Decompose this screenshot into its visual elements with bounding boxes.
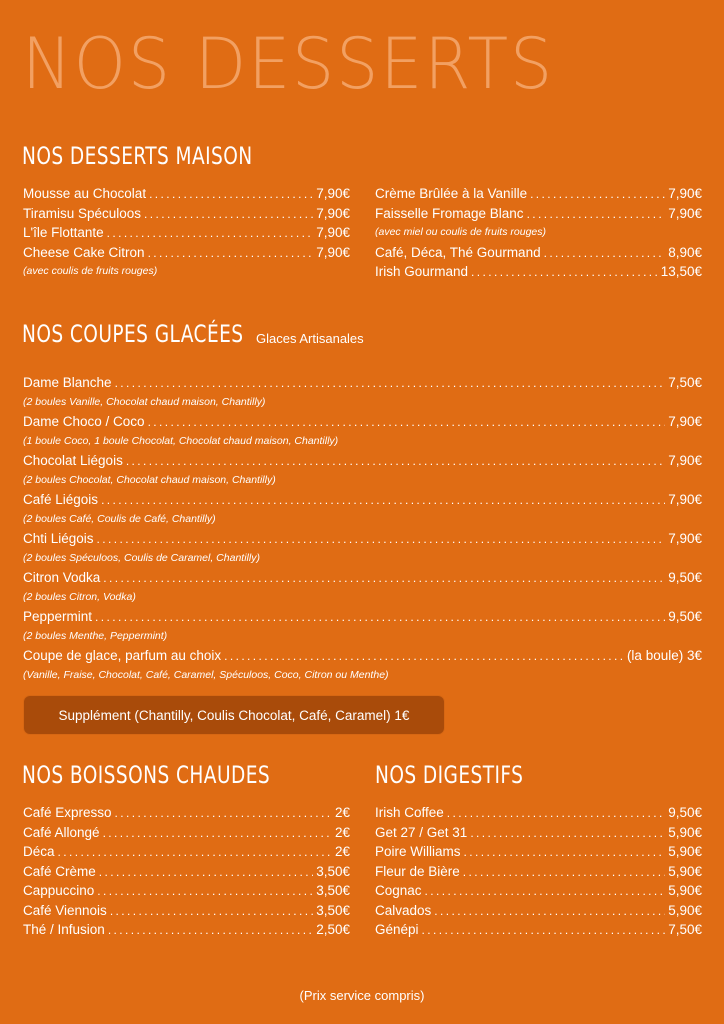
item-price: 9,50€ — [668, 609, 702, 624]
menu-item — [375, 862, 702, 883]
dot-leader — [422, 921, 666, 941]
section-title-digestifs: NOS DIGESTIFS — [375, 761, 524, 789]
item-note: (Vanille, Fraise, Chocolat, Café, Caramel, Spéculoos, Coco, Citron ou Menthe) — [23, 669, 389, 681]
dot-leader — [103, 824, 332, 844]
menu-item — [23, 529, 702, 550]
item-note: (avec miel ou coulis de fruits rouges) — [375, 226, 546, 238]
dot-leader — [530, 185, 665, 205]
item-name: L'île Flottante — [23, 225, 104, 240]
item-note: (avec coulis de fruits rouges) — [23, 265, 158, 277]
menu-item — [23, 223, 350, 244]
menu-item — [23, 881, 350, 902]
item-name: Déca — [23, 844, 55, 859]
dot-leader — [149, 185, 313, 205]
item-name: Dame Choco / Coco — [23, 414, 145, 429]
menu-item — [375, 920, 702, 941]
item-price: 7,90€ — [316, 186, 350, 201]
item-name: Cognac — [375, 883, 422, 898]
menu-item — [23, 243, 350, 264]
dot-leader — [126, 452, 665, 472]
menu-item — [23, 490, 702, 511]
menu-item — [23, 568, 702, 589]
item-name: Café, Déca, Thé Gourmand — [375, 245, 541, 260]
item-name: Mousse au Chocolat — [23, 186, 147, 201]
menu-item — [23, 646, 702, 667]
footer-note: (Prix service compris) — [299, 988, 425, 1003]
dot-leader — [110, 902, 313, 922]
section-title-desserts-maison: NOS DESSERTS MAISON — [22, 142, 253, 170]
dot-leader — [544, 244, 666, 264]
item-name: Café Crème — [23, 864, 96, 879]
item-name: Calvados — [375, 903, 432, 918]
item-price: 7,90€ — [668, 206, 702, 221]
item-note: (2 boules Menthe, Peppermint) — [23, 630, 168, 642]
dot-leader — [97, 530, 666, 550]
item-price: 5,90€ — [668, 844, 702, 859]
dot-leader — [224, 647, 624, 667]
menu-item — [23, 184, 350, 205]
menu-item — [375, 803, 702, 824]
dot-leader — [107, 224, 314, 244]
section-title-coupes-glacees: NOS COUPES GLACÉES — [22, 320, 244, 348]
dot-leader — [470, 824, 665, 844]
menu-item — [23, 412, 702, 433]
item-name: Coupe de glace, parfum au choix — [23, 648, 222, 663]
item-name: Crème Brûlée à la Vanille — [375, 186, 528, 201]
dot-leader — [148, 244, 314, 264]
menu-item — [375, 881, 702, 902]
dot-leader — [97, 882, 313, 902]
menu-item — [375, 184, 702, 205]
item-price: 2,50€ — [316, 922, 350, 937]
item-name: Irish Gourmand — [375, 264, 469, 279]
item-note: (2 boules Chocolat, Chocolat chaud maison, Chantilly) — [23, 474, 276, 486]
item-price: 7,90€ — [668, 186, 702, 201]
menu-item — [375, 901, 702, 922]
item-name: Irish Coffee — [375, 805, 444, 820]
item-price: 2€ — [334, 844, 350, 859]
section-subtitle: Glaces Artisanales — [256, 331, 364, 346]
item-name: Dame Blanche — [23, 375, 112, 390]
item-name: Chocolat Liégois — [23, 453, 123, 468]
item-note: (1 boule Coco, 1 boule Chocolat, Chocolat chaud maison, Chantilly) — [23, 435, 339, 447]
item-name: Get 27 / Get 31 — [375, 825, 468, 840]
menu-item — [23, 862, 350, 883]
menu-item — [23, 823, 350, 844]
item-name: Café Liégois — [23, 492, 99, 507]
item-price: 13,50€ — [660, 264, 702, 279]
dot-leader — [463, 863, 665, 883]
item-price: 2€ — [334, 805, 350, 820]
dot-leader — [471, 263, 658, 283]
dot-leader — [99, 863, 313, 883]
item-price: 3,50€ — [316, 903, 350, 918]
menu-item — [23, 920, 350, 941]
menu-item — [23, 204, 350, 225]
menu-item — [23, 901, 350, 922]
item-name: Génépi — [375, 922, 419, 937]
item-note: (2 boules Spéculoos, Coulis de Caramel, Chantilly) — [23, 552, 260, 564]
menu-item — [23, 451, 702, 472]
dot-leader — [447, 804, 665, 824]
item-note: (2 boules Citron, Vodka) — [23, 591, 136, 603]
menu-item — [23, 373, 702, 394]
item-name: Poire Williams — [375, 844, 461, 859]
dot-leader — [58, 843, 332, 863]
item-name: Faisselle Fromage Blanc — [375, 206, 524, 221]
item-name: Peppermint — [23, 609, 93, 624]
dot-leader — [425, 882, 666, 902]
dot-leader — [527, 205, 666, 225]
menu-item — [375, 262, 702, 283]
supplement-banner: Supplément (Chantilly, Coulis Chocolat, Café, Caramel) 1€ — [24, 696, 444, 734]
item-name: Cheese Cake Citron — [23, 245, 145, 260]
item-price: 7,50€ — [668, 922, 702, 937]
item-price: 9,50€ — [668, 570, 702, 585]
item-price: 5,90€ — [668, 883, 702, 898]
dot-leader — [464, 843, 666, 863]
dot-leader — [108, 921, 313, 941]
item-note: (2 boules Vanille, Chocolat chaud maison, Chantilly) — [23, 396, 266, 408]
item-price: 7,90€ — [316, 245, 350, 260]
item-price: 7,90€ — [668, 531, 702, 546]
dot-leader — [101, 491, 665, 511]
section-title-boissons-chaudes: NOS BOISSONS CHAUDES — [22, 761, 271, 789]
item-price: 9,50€ — [668, 805, 702, 820]
item-note: (2 boules Café, Coulis de Café, Chantilly) — [23, 513, 216, 525]
item-price: 5,90€ — [668, 825, 702, 840]
dot-leader — [148, 413, 666, 433]
item-price: 7,90€ — [668, 414, 702, 429]
menu-item — [375, 204, 702, 225]
item-price: 2€ — [334, 825, 350, 840]
item-name: Citron Vodka — [23, 570, 101, 585]
item-name: Fleur de Bière — [375, 864, 460, 879]
item-name: Thé / Infusion — [23, 922, 105, 937]
item-price: 7,90€ — [668, 453, 702, 468]
item-price: 7,90€ — [316, 225, 350, 240]
item-name: Café Allongé — [23, 825, 100, 840]
dot-leader — [115, 804, 332, 824]
item-price: 3,50€ — [316, 864, 350, 879]
item-name: Café Expresso — [23, 805, 112, 820]
menu-item — [23, 842, 350, 863]
menu-item — [23, 803, 350, 824]
dot-leader — [144, 205, 313, 225]
item-price: 7,90€ — [316, 206, 350, 221]
menu-item — [375, 842, 702, 863]
item-name: Café Viennois — [23, 903, 107, 918]
dot-leader — [103, 569, 665, 589]
item-price: 5,90€ — [668, 903, 702, 918]
item-price: 7,50€ — [668, 375, 702, 390]
item-price: (la boule) 3€ — [626, 648, 702, 663]
menu-item — [375, 243, 702, 264]
page-title: NOS DESSERTS — [22, 23, 555, 105]
item-name: Tiramisu Spéculoos — [23, 206, 142, 221]
item-name: Cappuccino — [23, 883, 95, 898]
menu-item — [23, 607, 702, 628]
item-price: 7,90€ — [668, 492, 702, 507]
item-price: 8,90€ — [668, 245, 702, 260]
item-name: Chti Liégois — [23, 531, 94, 546]
item-price: 3,50€ — [316, 883, 350, 898]
dot-leader — [95, 608, 665, 628]
dot-leader — [115, 374, 666, 394]
dot-leader — [434, 902, 665, 922]
item-price: 5,90€ — [668, 864, 702, 879]
menu-item — [375, 823, 702, 844]
